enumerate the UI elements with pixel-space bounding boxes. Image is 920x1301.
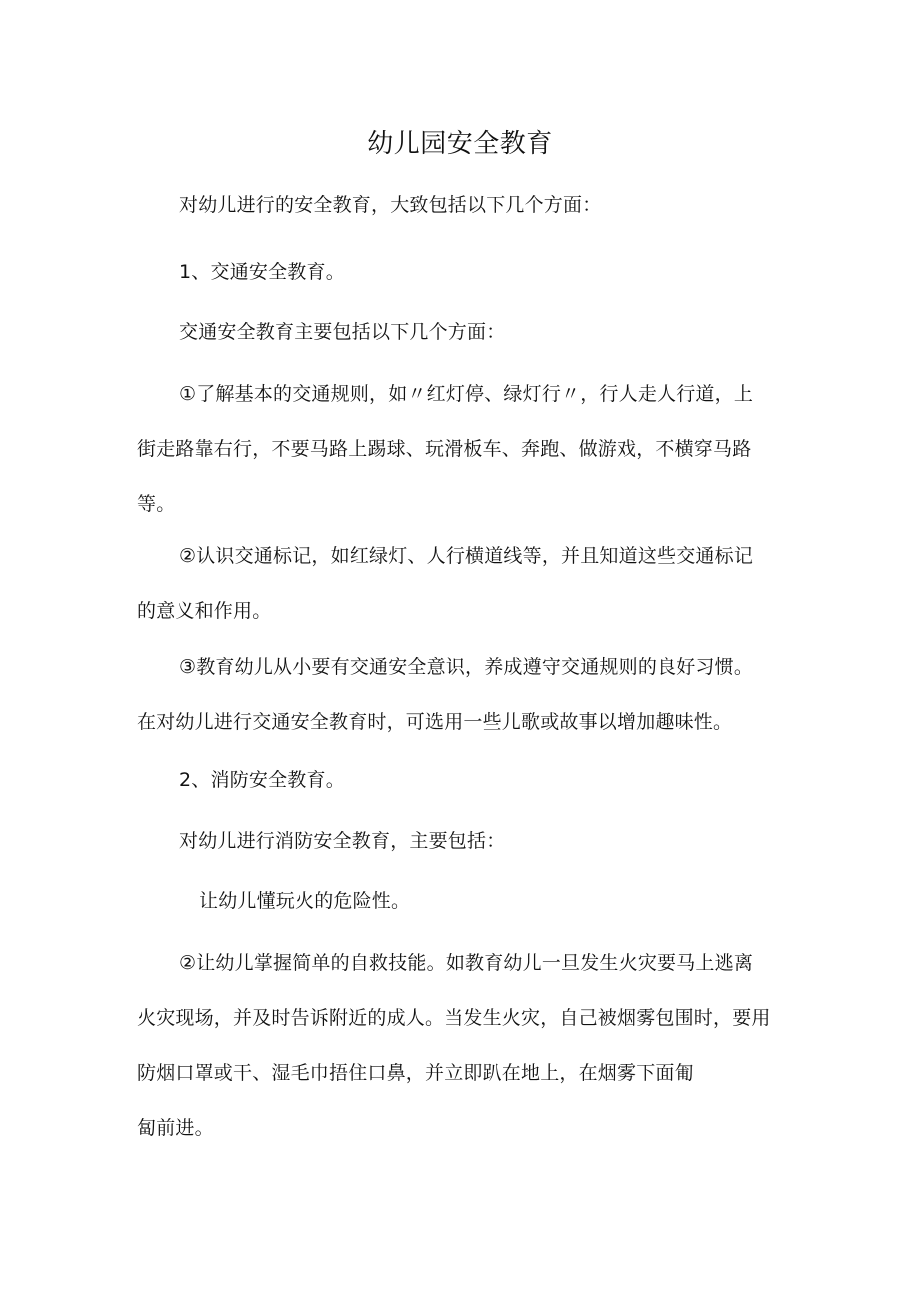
section2-item1: [137, 874, 787, 929]
section1-item3-line1: ③教育幼儿从小要有交通安全意识，养成遵守交通规则的良好习惯。: [179, 656, 754, 678]
section2-item2-line2: 火灾现场，并及时告诉附近的成人。当发生火灾，自己被烟雾包围时，要用: [137, 1007, 771, 1029]
section1-lead: [137, 305, 787, 360]
section1-heading-text: 1、交通安全教育。: [179, 261, 345, 283]
page-title: 幼儿园安全教育: [367, 129, 553, 159]
section2-heading-text: 2、消防安全教育。: [179, 769, 345, 791]
section2-item2-line3: 防烟口罩或干、湿毛巾捂住口鼻，并立即趴在地上，在烟雾下面匍: [137, 1062, 694, 1084]
section1-item2-line1: ②认识交通标记，如红绿灯、人行横道线等，并且知道这些交通标记: [179, 545, 754, 567]
intro-paragraph: [137, 178, 787, 233]
section1-heading: [137, 245, 787, 300]
section2-lead: [137, 814, 787, 869]
section1-item3-line2: 在对幼儿进行交通安全教育时，可选用一些儿歌或故事以增加趣味性。: [137, 711, 733, 733]
section1-item1: [137, 367, 787, 532]
section1-item2: [137, 529, 787, 639]
section1-item1-line1: ①了解基本的交通规则，如〃红灯停、绿灯行〃，行人走人行道，上: [179, 383, 754, 405]
section2-lead-text: 对幼儿进行消防安全教育，主要包括：: [179, 830, 506, 852]
section1-item2-line2: 的意义和作用。: [137, 600, 272, 622]
section2-item2: [137, 936, 787, 1156]
section2-item1-text: 让幼儿懂玩火的危险性。: [199, 890, 411, 912]
section1-item1-line2: 街走路靠右行，不要马路上踢球、玩滑板车、奔跑、做游戏，不横穿马路: [137, 438, 752, 460]
section2-item2-line1: ②让幼儿掌握简单的自救技能。如教育幼儿一旦发生火灾要马上逃离: [179, 952, 754, 974]
intro-text: 对幼儿进行的安全教育，大致包括以下几个方面：: [179, 194, 602, 216]
section1-lead-text: 交通安全教育主要包括以下几个方面：: [179, 321, 506, 343]
section2-item2-line4: 匐前进。: [137, 1117, 214, 1139]
section1-item3: [137, 640, 787, 750]
section2-heading: [137, 753, 787, 808]
section1-item1-line3: 等。: [137, 493, 176, 515]
